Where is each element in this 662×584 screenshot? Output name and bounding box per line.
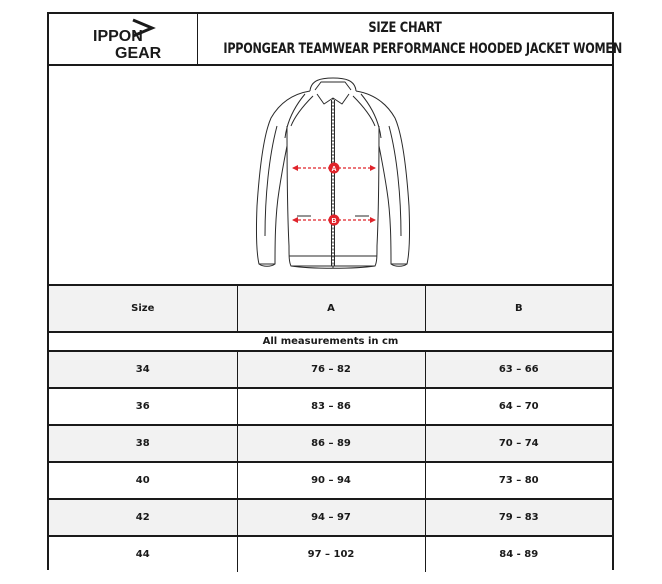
table-row bbox=[49, 499, 612, 536]
table-row bbox=[49, 388, 612, 425]
size-table bbox=[49, 286, 612, 572]
column-header-a: A bbox=[237, 286, 425, 332]
b-cell: 79 – 83 bbox=[425, 499, 612, 536]
size-cell: 44 bbox=[49, 536, 237, 572]
b-cell: 70 – 74 bbox=[425, 425, 612, 462]
a-cell: 76 – 82 bbox=[237, 351, 425, 388]
a-cell: 86 – 89 bbox=[237, 425, 425, 462]
size-cell: 38 bbox=[49, 425, 237, 462]
table-row bbox=[49, 536, 612, 572]
brand-line2: GEAR bbox=[115, 45, 162, 62]
product-illustration bbox=[49, 66, 612, 286]
table-row bbox=[49, 351, 612, 388]
size-cell: 40 bbox=[49, 462, 237, 499]
b-cell: 84 - 89 bbox=[425, 536, 612, 572]
chart-title: SIZE CHART bbox=[368, 20, 442, 36]
a-cell: 97 – 102 bbox=[237, 536, 425, 572]
column-header-b: B bbox=[425, 286, 612, 332]
title-block bbox=[198, 14, 622, 64]
size-cell: 36 bbox=[49, 388, 237, 425]
measure-a-line bbox=[292, 163, 376, 174]
marker-a-label: A bbox=[331, 166, 337, 173]
units-note: All measurements in cm bbox=[49, 332, 612, 351]
product-name: IPPONGEAR TEAMWEAR PERFORMANCE HOODED JACKET WOMEN bbox=[223, 41, 622, 57]
size-cell: 34 bbox=[49, 351, 237, 388]
table-row bbox=[49, 462, 612, 499]
jacket-outline-icon bbox=[49, 66, 612, 284]
a-cell: 94 – 97 bbox=[237, 499, 425, 536]
chart-header bbox=[49, 14, 622, 66]
b-cell: 63 – 66 bbox=[425, 351, 612, 388]
table-row bbox=[49, 425, 612, 462]
b-cell: 73 – 80 bbox=[425, 462, 612, 499]
a-cell: 83 – 86 bbox=[237, 388, 425, 425]
column-header-size: Size bbox=[49, 286, 237, 332]
units-note-row bbox=[49, 332, 612, 351]
size-cell: 42 bbox=[49, 499, 237, 536]
b-cell: 64 – 70 bbox=[425, 388, 612, 425]
marker-b-label: B bbox=[331, 218, 337, 225]
brand-logo bbox=[49, 14, 198, 64]
size-chart-sheet bbox=[47, 12, 622, 570]
table-header-row bbox=[49, 286, 612, 332]
brand-line1: IPPON bbox=[93, 28, 143, 45]
a-cell: 90 – 94 bbox=[237, 462, 425, 499]
ippongear-logo bbox=[49, 14, 197, 64]
